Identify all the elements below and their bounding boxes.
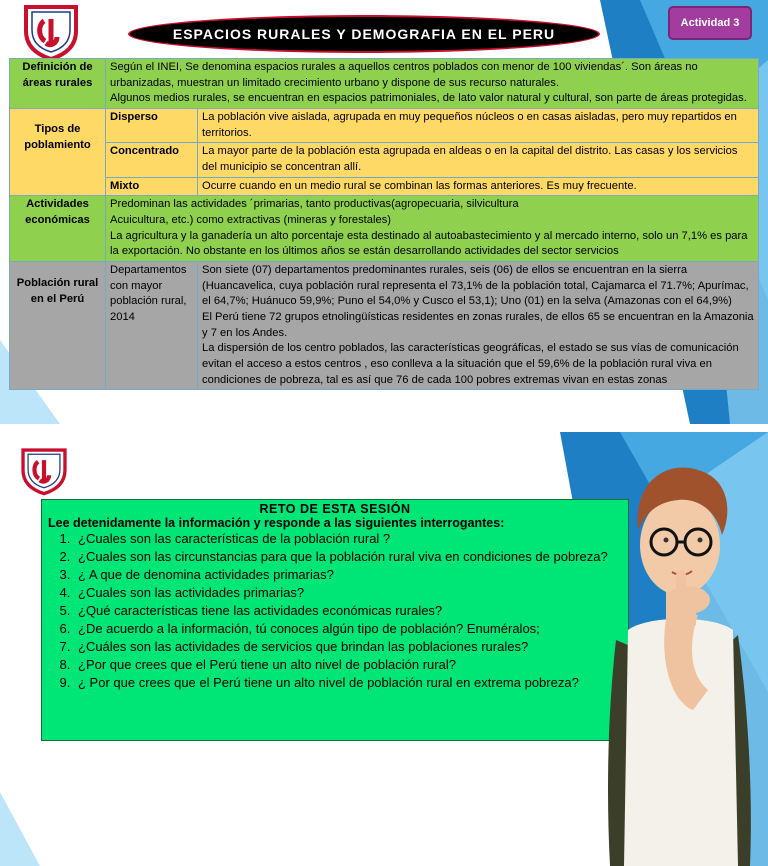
list-item: 6. ¿De acuerdo a la información, tú conoces algún tipo de población? Enuméralos; — [74, 620, 622, 638]
list-item: 7. ¿Cuáles son las actividades de servicios que brindan las poblaciones rurales? — [74, 638, 622, 656]
table-row — [10, 262, 759, 390]
challenge-instructions: Lee detenidamente la información y responde a las siguientes interrogantes: — [48, 516, 505, 530]
list-item: 4. ¿Cuales son las actividades primarias? — [74, 584, 622, 602]
poblacion-p2: El Perú tiene 72 grupos etnolingüísticas residentes en zonas rurales, de ellos 65 se encuentran en la Amazonia y 7 en los Andes. — [202, 311, 754, 339]
definicion-text: Según el INEI, Se denomina espacios rurales a aquellos centros poblados con menor de 100 viviendas´. Son áreas no urbanizadas, muestran un limitado crecimiento urbano y dispone de sus recurso naturales. — [110, 61, 698, 89]
row-head-tipos: Tipos de poblamiento — [10, 109, 106, 196]
row-head-actividades: Actividades económicas — [10, 196, 106, 262]
table-row — [10, 109, 759, 143]
info-table — [9, 58, 759, 390]
list-item: 5. ¿Qué características tiene las actividades económicas rurales? — [74, 602, 622, 620]
school-crest-icon — [20, 3, 82, 65]
table-row — [10, 143, 759, 177]
table-row — [10, 59, 759, 109]
poblacion-p3: La dispersión de los centro poblados, las características geográficas, el estado se sus vías de comunicación evitan el acceso a estos centros , eso conlleva a la situación que el 59,6% de la población rural viva en condiciones de pobreza, tal es así que 76 de cada 100 pobres extremas vivan en estas zonas — [202, 342, 739, 386]
tipo-concentrado-label: Concentrado — [106, 143, 198, 177]
question-list — [48, 530, 622, 692]
challenge-box — [41, 499, 629, 741]
list-item: 9. ¿ Por que crees que el Perú tiene un alto nivel de población rural en extrema pobreza? — [74, 674, 622, 692]
slide-1 — [0, 0, 768, 424]
challenge-title: RETO DE ESTA SESIÓN — [259, 502, 411, 516]
slide-2 — [0, 432, 768, 866]
tipo-mixto-text: Ocurre cuando en un medio rural se combinan las formas anteriores. Es muy frecuente. — [198, 177, 759, 196]
page-title: ESPACIOS RURALES Y DEMOGRAFIA EN EL PERU — [128, 15, 600, 53]
actividades-line-2: Acuicultura, etc.) como extractivas (mineras y forestales) — [110, 214, 392, 227]
definicion-text-2: Algunos medios rurales, se encuentran en espacios patrimoniales, de lato valor natural y cultural, son parte de áreas protegidas. — [110, 92, 747, 105]
row-head-poblacion: Población rural en el Perú — [10, 262, 106, 390]
row-head-definicion: Definición de áreas rurales — [10, 59, 106, 109]
list-item: 2. ¿Cuales son las circunstancias para que la población rural viva en condiciones de pobreza? — [74, 548, 622, 566]
actividades-line-3: La agricultura y la ganadería un alto porcentaje esta destinado al autoabastecimiento y al mercado interno, solo un 7,1% es para la exportación. No obstante en los últimos años se están desarrollando actividades del sector servicios — [110, 229, 748, 258]
activity-badge: Actividad 3 — [668, 6, 752, 40]
student-thinking-illustration — [598, 450, 763, 866]
poblacion-cell — [198, 262, 759, 390]
tipo-disperso-label: Disperso — [106, 109, 198, 143]
list-item: 3. ¿ A que de denomina actividades primarias? — [74, 566, 622, 584]
tipo-concentrado-text: La mayor parte de la población esta agrupada en aldeas o en la capital del distrito. Las casas y los servicios del municipio se concentran allí. — [198, 143, 759, 177]
poblacion-sub: Departamentos con mayor población rural, 2014 — [106, 262, 198, 390]
table-row — [10, 196, 759, 262]
actividades-line-1: Predominan las actividades ´primarias, tanto productivas(agropecuaria, silvicultura — [110, 198, 519, 211]
definicion-cell — [106, 59, 759, 109]
tipo-mixto-label: Mixto — [106, 177, 198, 196]
poblacion-p1: Son siete (07) departamentos predominantes rurales, seis (06) de ellos se encuentran en la sierra (Huancavelica, cuya población rural representa el 73,1% de la población total, Cajamarca el 71.7%; Apurímac, el 64,7%; Huánuco 59,9%; Puno el 54,0% y Cusco el 53,1); Uno (01) en la selva (Amazonas con el 64,9%) — [202, 264, 749, 308]
table-row — [10, 177, 759, 196]
actividades-cell — [106, 196, 759, 262]
tipo-disperso-text: La población vive aislada, agrupada en muy pequeños núcleos o en casas aisladas, pero muy repartidos en territorios. — [198, 109, 759, 143]
list-item: 8. ¿Por que crees que el Perú tiene un alto nivel de población rural? — [74, 656, 622, 674]
list-item: 1. ¿Cuales son las características de la población rural ? — [74, 530, 622, 548]
